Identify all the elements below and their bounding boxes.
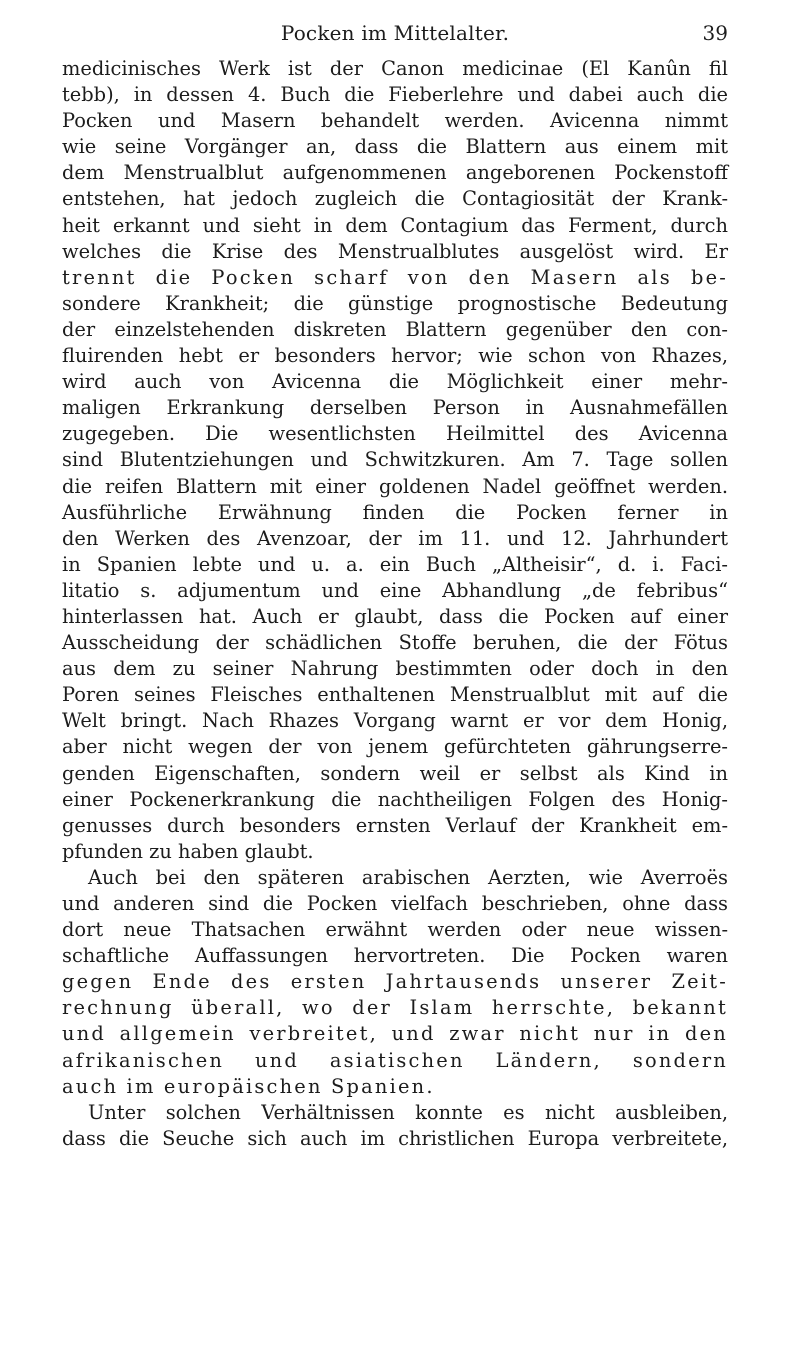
text-line: aus dem zu seiner Nahrung bestimmten oder doch in den: [62, 657, 728, 681]
text-line: Ausscheidung der schädlichen Stoffe beruhen, die der Fötus: [62, 631, 728, 655]
text-line: wird auch von Avicenna die Möglichkeit einer mehr-: [62, 370, 728, 394]
paragraph: [62, 1100, 728, 1152]
book-page: [62, 18, 728, 1152]
text-line: genusses durch besonders ernsten Verlauf der Krankheit em-: [62, 813, 728, 837]
page-number: 39: [702, 21, 728, 45]
text-line: entstehen, hat jedoch zugleich die Contagiosität der Krank-: [62, 187, 728, 211]
text-line: Ausführliche Erwähnung finden die Pocken ferner in: [62, 500, 728, 524]
text-line: dass die Seuche sich auch im christlichen Europa verbreitete,: [62, 1126, 728, 1150]
text-line: sondere Krankheit; die günstige prognostische Bedeutung: [62, 291, 728, 315]
text-line: und allgemein verbreitet, und zwar nicht nur in den: [62, 1022, 728, 1046]
text-line: Pocken und Masern behandelt werden. Avicenna nimmt: [62, 109, 728, 133]
text-line: genden Eigenschaften, sondern weil er selbst als Kind in: [62, 761, 728, 785]
text-line: und anderen sind die Pocken vielfach beschrieben, ohne dass: [62, 892, 728, 915]
text-line: maligen Erkrankung derselben Person in Ausnahmefällen: [62, 396, 728, 420]
text-line: Unter solchen Verhältnissen konnte es nicht ausbleiben,: [88, 1100, 728, 1124]
text-line: sind Blutentziehungen und Schwitzkuren. Am 7. Tage sollen: [62, 448, 728, 472]
text-line: pfunden zu haben glaubt.: [62, 839, 314, 863]
text-line: afrikanischen und asiatischen Ländern, sondern: [62, 1048, 728, 1072]
text-line: fluirenden hebt er besonders hervor; wie schon von Rhazes,: [62, 344, 728, 368]
text-line: der einzelstehenden diskreten Blattern gegenüber den con-: [62, 317, 728, 341]
text-line: Poren seines Fleisches enthaltenen Menstrualblut mit auf die: [62, 683, 728, 707]
text-line: zugegeben. Die wesentlichsten Heilmittel des Avicenna: [62, 422, 728, 446]
text-line: gegen Ende des ersten Jahrtausends unserer Zeit-: [62, 970, 728, 994]
text-line: dem Menstrualblut aufgenommenen angeborenen Pockenstoff: [62, 161, 728, 185]
text-line: aber nicht wegen der von jenem gefürchteten gährungserre-: [62, 735, 728, 759]
text-line: schaftliche Auffassungen hervortreten. Die Pocken waren: [62, 944, 728, 968]
text-line: trennt die Pocken scharf von den Masern als be-: [62, 265, 728, 289]
text-line: hinterlassen hat. Auch er glaubt, dass die Pocken auf einer: [62, 604, 728, 628]
text-line: Auch bei den späteren arabischen Aerzten, wie Averroës: [88, 865, 728, 889]
text-line: rechnung überall, wo der Islam herrschte, bekannt: [62, 996, 728, 1020]
text-line: medicinisches Werk ist der Canon medicinae (El Kanûn fil: [62, 57, 728, 80]
running-head: [62, 18, 728, 48]
text-line: tebb), in dessen 4. Buch die Fieberlehre und dabei auch die: [62, 83, 728, 107]
text-line: einer Pockenerkrankung die nachtheiligen Folgen des Honig-: [62, 787, 728, 811]
text-line: dort neue Thatsachen erwähnt werden oder neue wissen-: [62, 918, 728, 942]
text-line: heit erkannt und sieht in dem Contagium das Ferment, durch: [62, 213, 728, 237]
text-line: auch im europäischen Spanien.: [62, 1074, 435, 1098]
text-line: die reifen Blattern mit einer goldenen Nadel geöffnet werden.: [62, 474, 728, 498]
text-line: wie seine Vorgänger an, dass die Blattern aus einem mit: [62, 135, 728, 159]
running-title: Pocken im Mittelalter.: [280, 21, 510, 45]
text-line: in Spanien lebte und u. a. ein Buch „Altheisir“, d. i. Faci-: [62, 552, 728, 576]
text-line: den Werken des Avenzoar, der im 11. und 12. Jahrhundert: [62, 526, 728, 550]
body-text: [62, 56, 728, 1152]
text-line: Welt bringt. Nach Rhazes Vorgang warnt er vor dem Honig,: [62, 709, 728, 733]
paragraph: [62, 56, 728, 865]
text-line: welches die Krise des Menstrualblutes ausgelöst wird. Er: [62, 239, 728, 263]
text-line: litatio s. adjumentum und eine Abhandlung „de febribus“: [62, 578, 728, 602]
paragraph: [62, 865, 728, 1100]
